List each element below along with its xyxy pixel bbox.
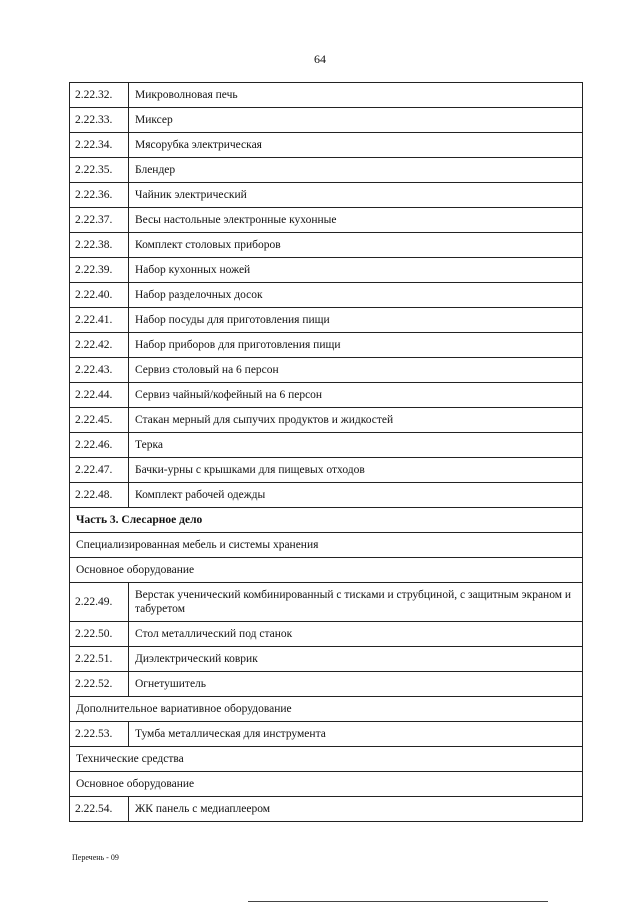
item-name: Микроволновая печь bbox=[129, 83, 583, 108]
table-row bbox=[70, 722, 583, 747]
table-row bbox=[70, 333, 583, 358]
item-number: 2.22.38. bbox=[70, 233, 129, 258]
table-row bbox=[70, 258, 583, 283]
bottom-divider bbox=[248, 901, 548, 902]
table-row bbox=[70, 583, 583, 622]
item-number: 2.22.35. bbox=[70, 158, 129, 183]
table-row bbox=[70, 433, 583, 458]
item-name: Комплект столовых приборов bbox=[129, 233, 583, 258]
item-number: 2.22.32. bbox=[70, 83, 129, 108]
page-number: 64 bbox=[314, 52, 326, 66]
item-number: 2.22.53. bbox=[70, 722, 129, 747]
item-name: Сервиз чайный/кофейный на 6 персон bbox=[129, 383, 583, 408]
table-row bbox=[70, 208, 583, 233]
item-number: 2.22.47. bbox=[70, 458, 129, 483]
item-name: Набор приборов для приготовления пищи bbox=[129, 333, 583, 358]
item-name: Тумба металлическая для инструмента bbox=[129, 722, 583, 747]
subheader-row bbox=[70, 558, 583, 583]
section-header-row bbox=[70, 508, 583, 533]
table-row bbox=[70, 183, 583, 208]
item-number: 2.22.34. bbox=[70, 133, 129, 158]
subheader-title: Специализированная мебель и системы хранения bbox=[70, 533, 583, 558]
item-number: 2.22.40. bbox=[70, 283, 129, 308]
table-row bbox=[70, 308, 583, 333]
item-name: Комплект рабочей одежды bbox=[129, 483, 583, 508]
item-number: 2.22.49. bbox=[70, 583, 129, 622]
table-row bbox=[70, 408, 583, 433]
table-row bbox=[70, 108, 583, 133]
table-row bbox=[70, 483, 583, 508]
item-name: Весы настольные электронные кухонные bbox=[129, 208, 583, 233]
item-number: 2.22.45. bbox=[70, 408, 129, 433]
item-name: Бачки-урны с крышками для пищевых отходов bbox=[129, 458, 583, 483]
table-row bbox=[70, 133, 583, 158]
table-row bbox=[70, 672, 583, 697]
table-row bbox=[70, 647, 583, 672]
item-number: 2.22.46. bbox=[70, 433, 129, 458]
table-row bbox=[70, 283, 583, 308]
item-number: 2.22.36. bbox=[70, 183, 129, 208]
equipment-table bbox=[69, 82, 583, 822]
table-row bbox=[70, 383, 583, 408]
item-number: 2.22.43. bbox=[70, 358, 129, 383]
footer-text: Перечень - 09 bbox=[72, 853, 119, 862]
subheader-title: Основное оборудование bbox=[70, 772, 583, 797]
item-name: Диэлектрический коврик bbox=[129, 647, 583, 672]
item-number: 2.22.37. bbox=[70, 208, 129, 233]
item-number: 2.22.44. bbox=[70, 383, 129, 408]
subheader-row bbox=[70, 772, 583, 797]
subheader-title: Технические средства bbox=[70, 747, 583, 772]
item-number: 2.22.33. bbox=[70, 108, 129, 133]
section-title: Часть 3. Слесарное дело bbox=[70, 508, 583, 533]
item-name: ЖК панель с медиаплеером bbox=[129, 797, 583, 822]
item-name: Набор кухонных ножей bbox=[129, 258, 583, 283]
table-row bbox=[70, 622, 583, 647]
table-row bbox=[70, 83, 583, 108]
item-number: 2.22.52. bbox=[70, 672, 129, 697]
table-row bbox=[70, 358, 583, 383]
item-name: Верстак ученический комбинированный с тисками и струбциной, с защитным экраном и табуретом bbox=[129, 583, 583, 622]
item-name: Терка bbox=[129, 433, 583, 458]
item-number: 2.22.39. bbox=[70, 258, 129, 283]
item-name: Сервиз столовый на 6 персон bbox=[129, 358, 583, 383]
item-number: 2.22.54. bbox=[70, 797, 129, 822]
item-name: Блендер bbox=[129, 158, 583, 183]
item-name: Набор посуды для приготовления пищи bbox=[129, 308, 583, 333]
item-number: 2.22.42. bbox=[70, 333, 129, 358]
item-number: 2.22.51. bbox=[70, 647, 129, 672]
table-row bbox=[70, 158, 583, 183]
item-name: Набор разделочных досок bbox=[129, 283, 583, 308]
table-row bbox=[70, 797, 583, 822]
item-name: Стол металлический под станок bbox=[129, 622, 583, 647]
item-name: Чайник электрический bbox=[129, 183, 583, 208]
item-name: Стакан мерный для сыпучих продуктов и жидкостей bbox=[129, 408, 583, 433]
subheader-row bbox=[70, 747, 583, 772]
item-name: Огнетушитель bbox=[129, 672, 583, 697]
item-name: Мясорубка электрическая bbox=[129, 133, 583, 158]
table-body bbox=[70, 83, 583, 822]
item-number: 2.22.41. bbox=[70, 308, 129, 333]
subheader-title: Основное оборудование bbox=[70, 558, 583, 583]
table-row bbox=[70, 233, 583, 258]
item-name: Миксер bbox=[129, 108, 583, 133]
subheader-row bbox=[70, 533, 583, 558]
item-number: 2.22.48. bbox=[70, 483, 129, 508]
table-row bbox=[70, 458, 583, 483]
item-number: 2.22.50. bbox=[70, 622, 129, 647]
subheader-title: Дополнительное вариативное оборудование bbox=[70, 697, 583, 722]
subheader-row bbox=[70, 697, 583, 722]
